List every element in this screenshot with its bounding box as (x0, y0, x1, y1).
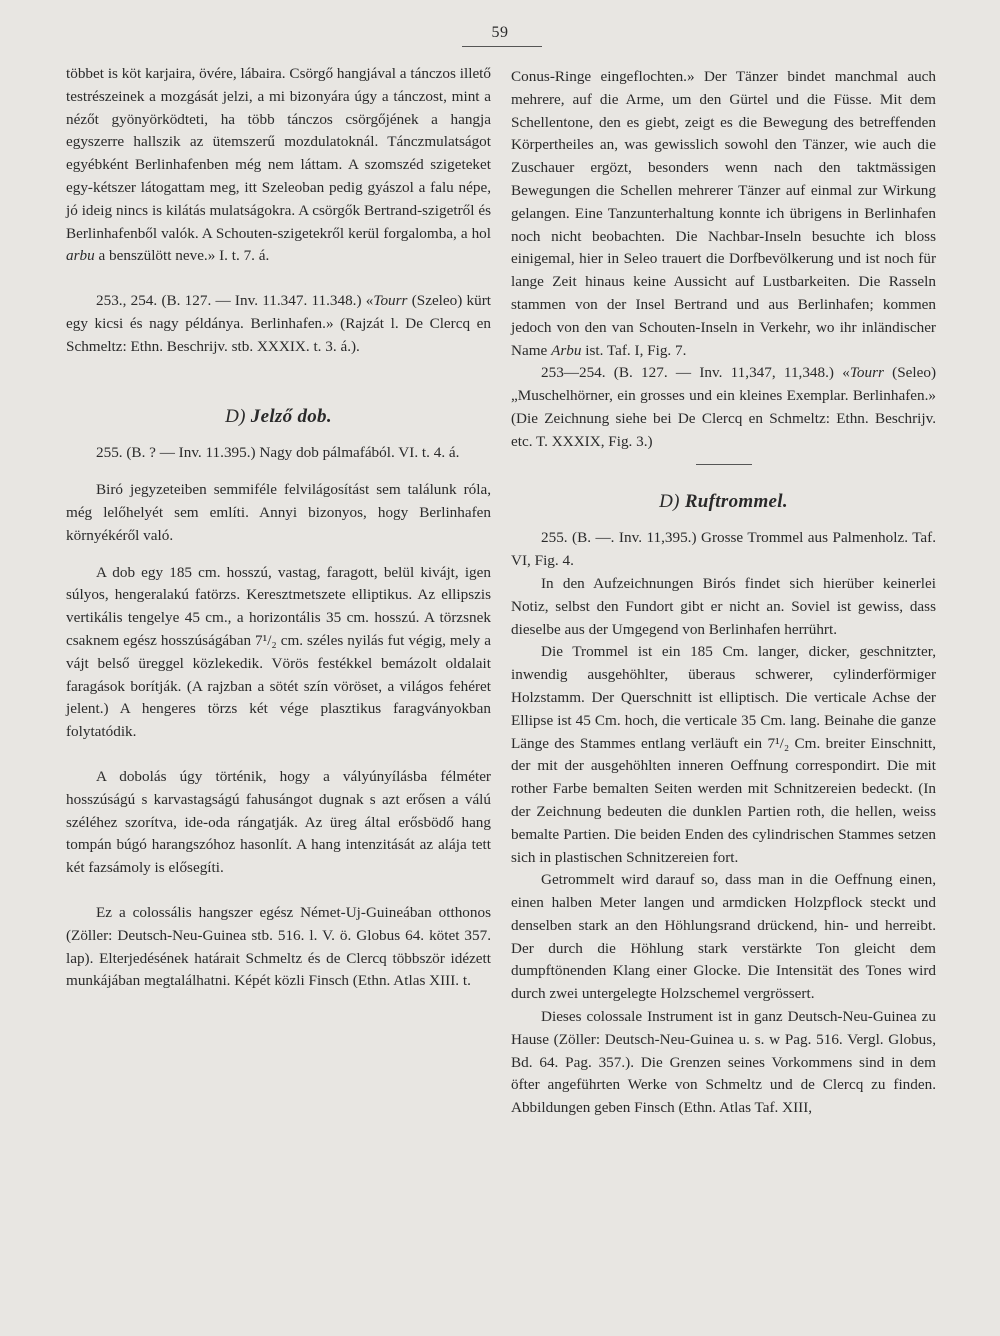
paragraph-text: többet is köt karjaira, övére, lábaira. Csörgő hangjával a tánczos illető testrészeinek a mozgását jelzi, a mi bizonyára úgy a tánczost, mint a nézőt gyönyörködteti, ha több tánczos csörgőjének a hangja egyszerre hallszik az ütemszerű mozdulatoknál. Tánczmulatságot egyébként Berlinhafenben még nem láttam. A szomszéd szigeteket egy-kétszer látogattam meg, itt Szeleoban pedig gyászol a falu népe, jó ideig nincs is kilátás mulatságokra. A csörgők Bertrand-szigetről és Berlinhafenből valók. A Schouten-szigetekről kerül forgalomba, a hol (66, 65, 491, 242)
paragraph: In den Aufzeichnungen Birós findet sich hierüber keinerlei Notiz, selbst den Fundort gibt er nicht an. Soviel ist gewiss, dass dieselbe aus der Umgegend von Berlinhafen herrührt. (511, 574, 936, 638)
heading-title: Jelző dob. (250, 405, 332, 427)
page-number-rule (462, 46, 542, 47)
catalog-entry (66, 290, 491, 358)
paragraph-text: ist. Taf. I, Fig. 7. (581, 341, 687, 359)
catalog-entry-text: 253—254. (B. 127. — Inv. 11,347, 11,348.) « (541, 364, 850, 382)
heading-prefix: D) (659, 490, 680, 512)
section-heading (511, 491, 936, 514)
paragraph: Dieses colossale Instrument ist in ganz Deutsch-Neu-Guinea zu Hause (Zöller: Deutsch-Neu-Guinea u. s. w Pag. 516. Vergl. Globus, Bd. 64. Pag. 357.). Die Grenzen seines Vorkommens sind in dem öfter angeführten Werke von Schmeltz und de Clercq zu finden. Abbildungen geben Finsch (Ethn. Atlas Taf. XIII, (511, 1008, 936, 1117)
native-name: Tourr (849, 364, 884, 382)
native-name: arbu (66, 247, 95, 265)
catalog-entry-text: (Seleo) „Muschelhörner, ein grosses und ein kleines Exemplar. Berlinhafen.» (Die Zeichnung siehe bei De Clercq en Schmeltz: Ethn. Beschrijv. etc. T. XXXIX, Fig. 3.) (511, 364, 937, 450)
paragraph: A dob egy 185 cm. hosszú, vastag, faragott, belül kivájt, igen súlyos, hengeralakú fatörzs. Keresztmetszete elliptikus. Az ellipszis vertikális tengelye 45 cm., a horizontális 35 cm. hosszú. A törzsnek csaknem egész hosszúságában 7¹/₂ cm. széles nyilás fut végig, mely a vájt belső üreggel közlekedik. Vörös festékkel bemázolt oldalait faragások borítják. (A rajzban a sötét szín vöröset, a világos fehéret jelent.) A hengeres törzs két vége plasztikus faragványokban folytatódik. (66, 563, 491, 741)
paragraph: Die Trommel ist ein 185 Cm. langer, dicker, geschnitzter, inwendig ausgehöhlter, überaus schwerer, cylinderförmiger Holzstamm. Der Querschnitt ist elliptisch. Die verticale Achse der Ellipse ist 45 Cm. hoch, die verticale 35 Cm. lang. Beinahe die ganze Länge des Stammes entlang verläuft ein 7¹/₂ Cm. breiter Einschnitt, der mit der ausgehöhlten inneren Oeffnung correspondirt. Die mit rother Farbe bemalten Seiten werden mit Schnitzereien bedeckt. (In der Zeichnung bedeuten die dunklen Partien roth, die hellen, weiss bemalte Partien. Die beiden Enden des cylindrischen Stammes setzen sich in plastischen Schnitzereien fort. (511, 643, 936, 866)
catalog-entry: 255. (B. —. Inv. 11,395.) Grosse Trommel aus Palmenholz. Taf. VI, Fig. 4. (511, 529, 936, 570)
catalog-entry (511, 362, 936, 453)
hungarian-column (66, 63, 491, 993)
native-name: Tourr (373, 292, 408, 310)
page-number: 59 (491, 24, 509, 41)
paragraph: Biró jegyzeteiben semmiféle felvilágosítást sem találunk róla, még lelőhelyét sem említi. Annyi bizonyos, hogy Berlinhafen környékéről való. (66, 481, 491, 544)
native-name: Arbu (551, 341, 582, 359)
paragraph-text: Conus-Ringe eingeflochten.» Der Tänzer bindet manchmal auch mehrere, auf die Arme, um den Gürtel und die Füsse. Mit dem Schellentone, den es giebt, zeigt es die Bewegung des betreffenden Körpertheiles an, was gewisslich sowohl den Tänzer, wie auch die Zuschauer ergözt, besonders wenn nach den taktmässigen Bewegungen die Schellen mehrerer Tänzer auf einmal zur Wirkung gelangen. Eine Tanzunterhaltung konnte ich übrigens in Berlinhafen noch nicht beobachten. Die Nachbar-Inseln besuchte ich bloss einigemal, hier in Seleo trauert die Dorfbevölkerung und ist noch für lange Zeit hinaus keine Aussicht auf Lustbarkeiten. Die Rasseln stammen von der Insel Bertrand und aus Berlinhafen; kommen jedoch von den van Schouten-Inseln in Verkehr, wo ihr inländischer Name (511, 68, 936, 359)
catalog-entry: 255. (B. ? — Inv. 11.395.) Nagy dob pálmafából. VI. t. 4. á. (96, 444, 460, 462)
paragraph (511, 66, 936, 362)
paragraph: Ez a colossális hangszer egész Német-Uj-Guineában otthonos (Zöller: Deutsch-Neu-Guinea stb. 516. l. V. ö. Globus 64. kötet 357. lap). Elterjedésének határait Schmeltz és de Clercq többször idézett munkájában megtalálhatni. Képét közli Finsch (Ethn. Atlas XIII. t. (66, 903, 491, 990)
paragraph-text: a benszülött neve.» I. t. 7. á. (94, 247, 270, 265)
section-divider (696, 464, 752, 465)
paragraph (66, 63, 491, 268)
german-column (511, 66, 936, 1120)
section-heading (66, 406, 491, 429)
catalog-entry-text: (Szeleo) kürt egy kicsi és nagy példánya. Berlinhafen.» (Rajzát l. De Clercq en Schmeltz: Ethn. Beschrijv. stb. XXXIX. t. 3. á.). (66, 292, 492, 355)
heading-title: Ruftrommel. (684, 490, 788, 512)
catalog-entry-text: 253., 254. (B. 127. — Inv. 11.347. 11.348.) « (96, 292, 374, 310)
paragraph: A dobolás úgy történik, hogy a vályúnyílásba félméter hosszúságú s karvastagságú fahusángot dugnak s azt erősen a válú széléhez szorítva, ide-oda rángatják. Az üreg által erősbödő hang tompán búgó harangszóhoz hasonlít. A hang intenzitását az alája tett két fazsámoly is elősegíti. (66, 767, 491, 877)
paragraph: Getrommelt wird darauf so, dass man in die Oeffnung einen, einen halben Meter langen und armdicken Holzpflock steckt und denselben stark an den Höhlungsrand drückend, hin- und herreibt. Der durch die Höhlung stark verstärkte Ton gleicht dem dumpftönenden Klang einer Glocke. Die Intensität des Tones wird durch zwei untergelegte Holzschemel vergrössert. (511, 871, 936, 1003)
heading-prefix: D) (225, 405, 246, 427)
